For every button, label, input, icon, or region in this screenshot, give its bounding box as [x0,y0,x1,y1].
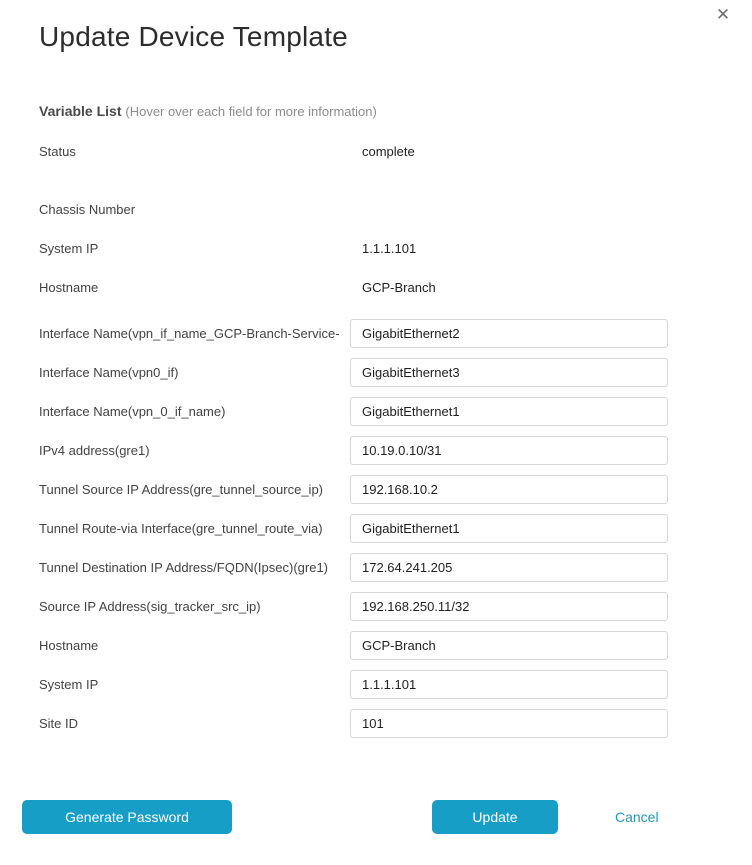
field-label: Interface Name(vpn0_if) [39,365,179,380]
variable-list-hint: (Hover over each field for more information) [125,104,377,119]
field-label: Source IP Address(sig_tracker_src_ip) [39,599,261,614]
static-field-row [39,144,708,163]
input-field-row [39,319,708,348]
field-label: Chassis Number [39,202,136,217]
field-label: Site ID [39,716,79,731]
page-title: Update Device Template [39,21,348,52]
field-value: GCP-Branch [362,280,436,295]
variable-list-label: Variable List [39,103,122,119]
input-field-row [39,592,708,621]
field-label: System IP [39,241,99,256]
field-input[interactable] [350,592,668,621]
field-label: Interface Name(vpn_0_if_name) [39,404,226,419]
input-field-row [39,397,708,426]
generate-password-button[interactable]: Generate Password [22,800,232,834]
field-value: 1.1.1.101 [362,241,417,256]
field-label: System IP [39,677,99,692]
field-input[interactable] [350,358,668,387]
field-input[interactable] [350,631,668,660]
field-label: IPv4 address(gre1) [39,443,150,458]
field-label: Tunnel Source IP Address(gre_tunnel_source_ip) [39,482,324,497]
cancel-button[interactable]: Cancel [615,809,659,825]
static-field-row [39,241,708,260]
static-fields-section [39,144,708,299]
variable-list-heading [39,102,708,121]
input-field-row [39,514,708,543]
field-label: Tunnel Destination IP Address/FQDN(Ipsec)(gre1) [39,560,329,575]
dialog-footer [0,800,752,834]
static-field-row [39,202,708,221]
field-input[interactable] [350,670,668,699]
input-fields-section [39,319,708,738]
field-label: Interface Name(vpn_if_name_GCP-Branch-Service- [39,326,340,341]
input-field-row [39,436,708,465]
input-field-row [39,553,708,582]
field-input[interactable] [350,436,668,465]
field-value: complete [362,144,415,159]
input-field-row [39,709,708,738]
update-button[interactable]: Update [432,800,558,834]
close-icon[interactable]: ✕ [712,4,734,26]
input-field-row [39,670,708,699]
field-label: Hostname [39,638,99,653]
field-input[interactable] [350,319,668,348]
field-label: Tunnel Route-via Interface(gre_tunnel_route_via) [39,521,323,536]
input-field-row [39,631,708,660]
input-field-row [39,358,708,387]
field-label: Status [39,144,76,159]
field-input[interactable] [350,397,668,426]
static-field-row [39,280,708,299]
field-input[interactable] [350,553,668,582]
field-input[interactable] [350,709,668,738]
field-label: Hostname [39,280,99,295]
input-field-row [39,475,708,504]
field-input[interactable] [350,475,668,504]
field-input[interactable] [350,514,668,543]
